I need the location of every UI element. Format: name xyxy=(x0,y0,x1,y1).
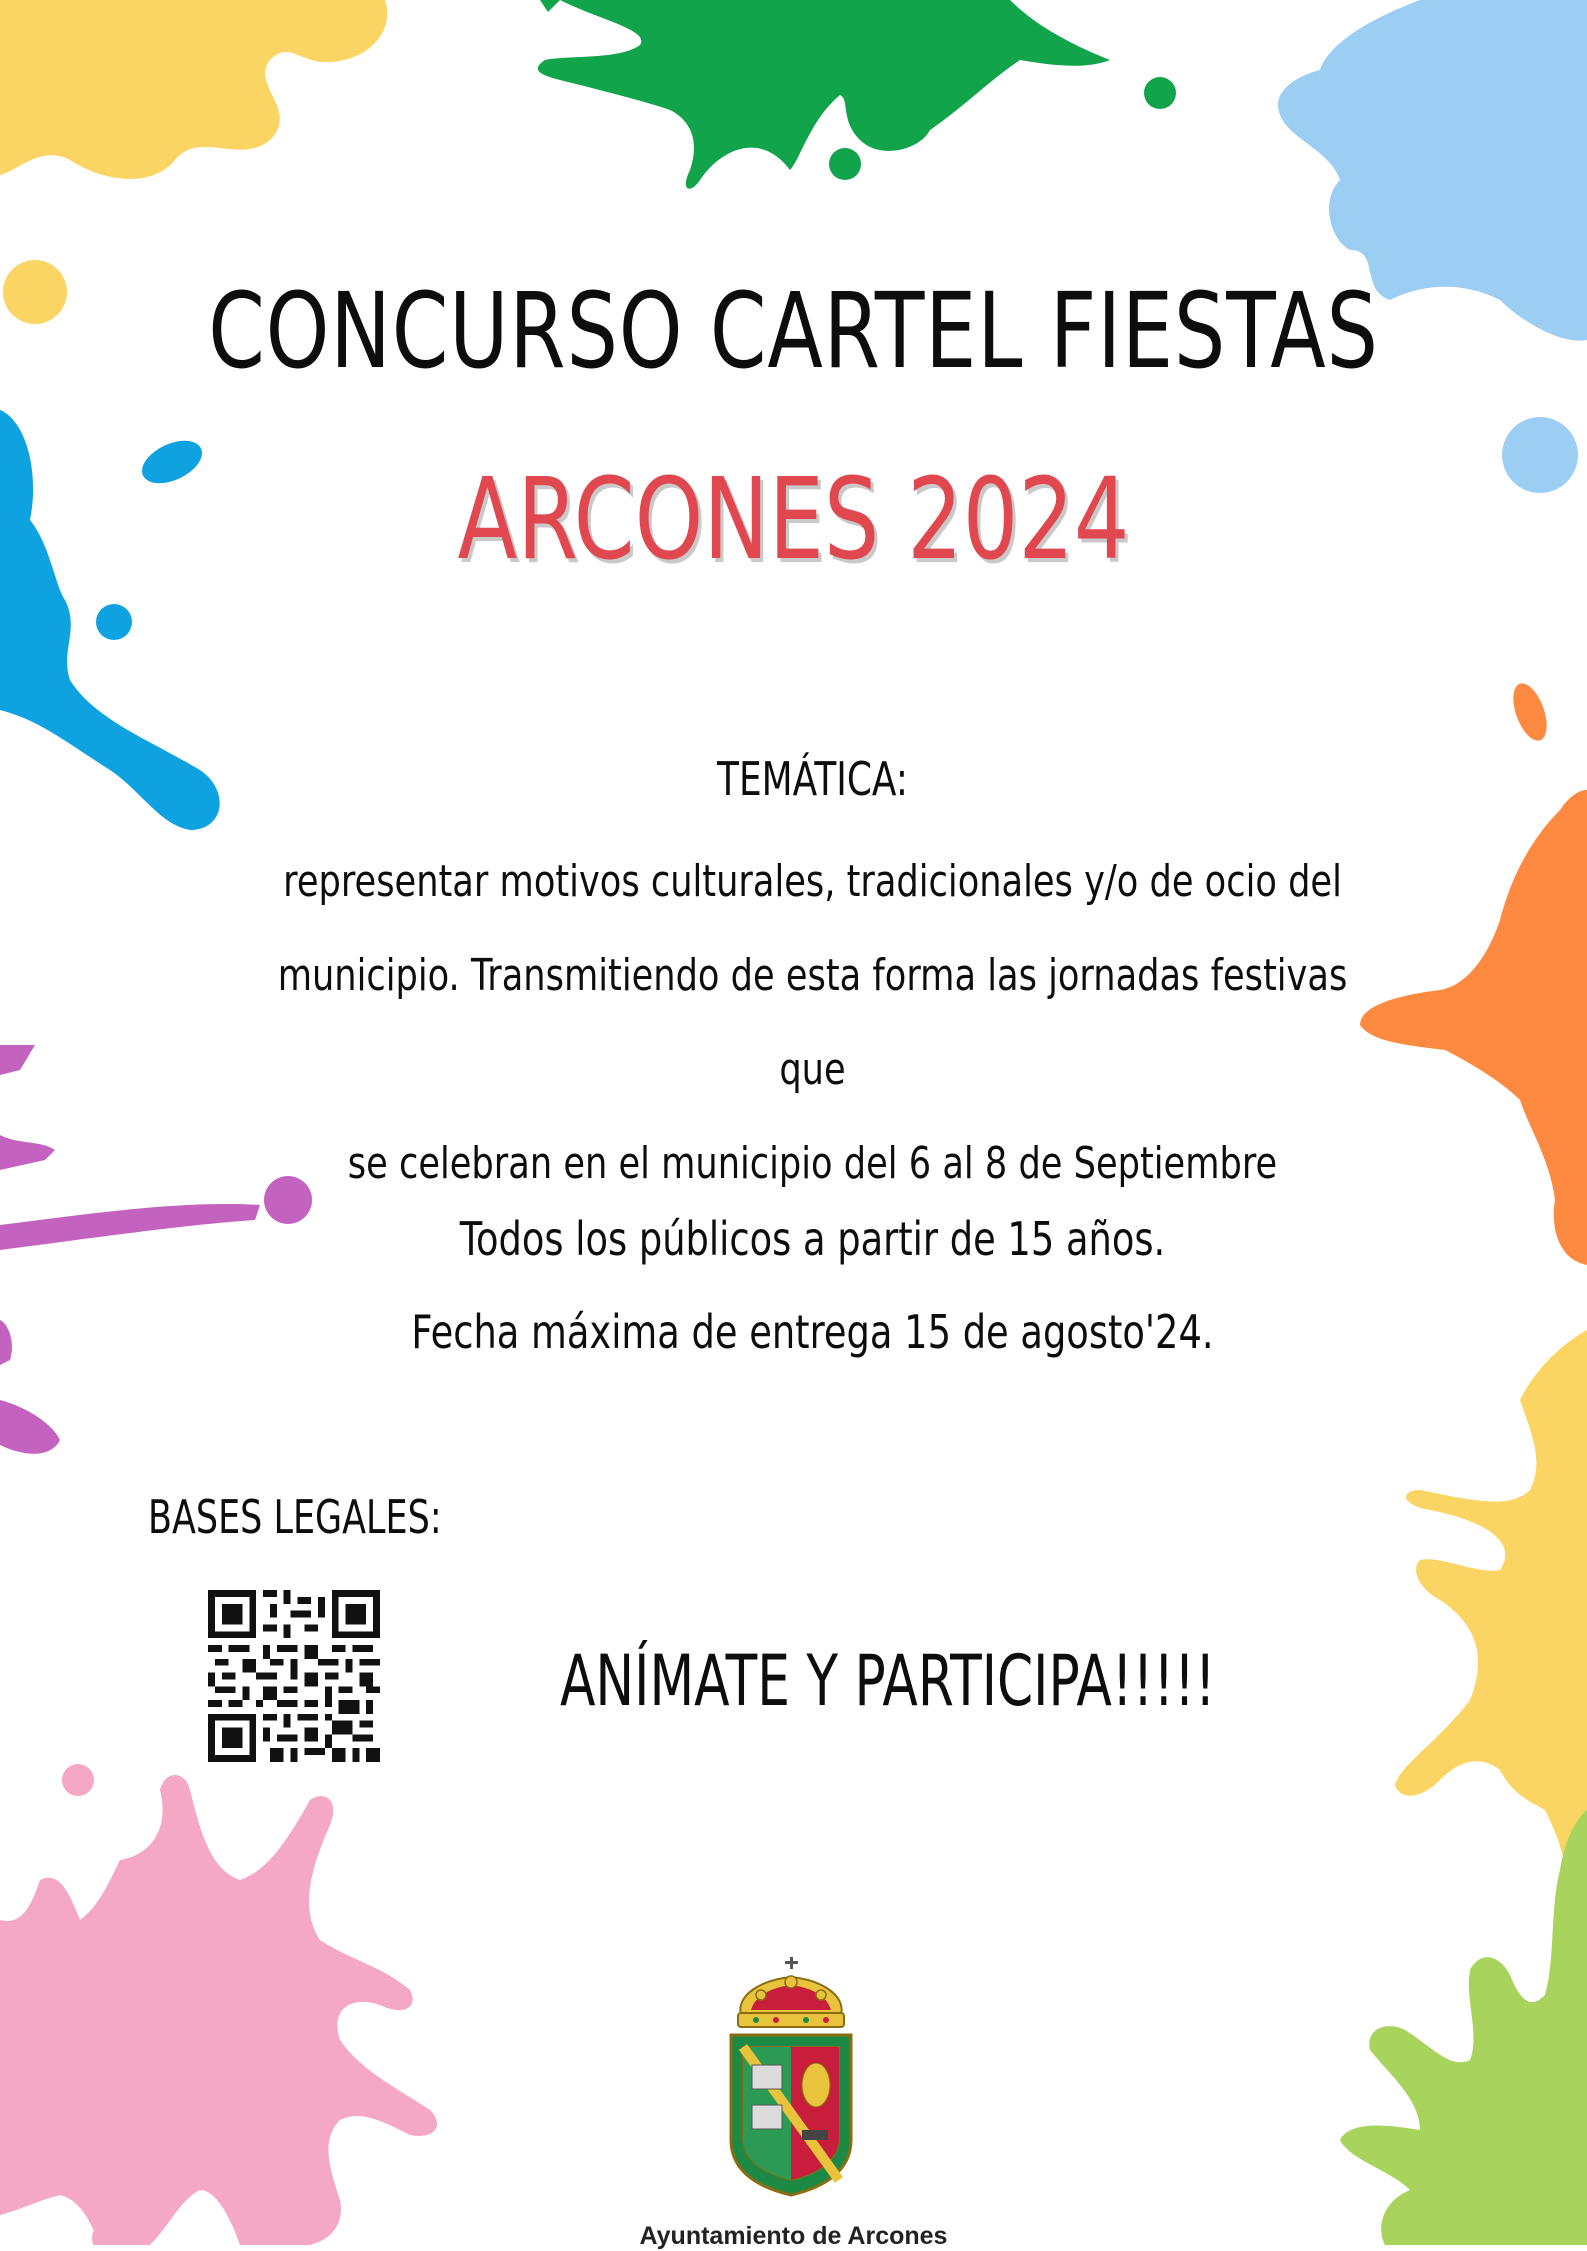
splash-lightblue-right-icon xyxy=(1278,0,1587,493)
title-line-1: CONCURSO CARTEL FIESTAS xyxy=(208,270,1379,392)
splash-green-top-icon xyxy=(538,0,1176,189)
coat-of-arms-icon xyxy=(716,1955,866,2200)
tematica-line: municipio. Transmitiendo de esta forma las jornadas festivas que xyxy=(277,950,1348,1095)
splash-pink-bottom-left-icon xyxy=(0,1764,437,2245)
tematica-line: representar motivos culturales, tradicionales y/o de ocio del xyxy=(283,856,1342,907)
splash-lime-bottom-right-icon xyxy=(1340,1810,1587,2245)
tematica-description xyxy=(243,835,1383,1211)
title-line-2: ARCONES 2024 xyxy=(457,455,1130,585)
audience-text: Todos los públicos a partir de 15 años. xyxy=(459,1212,1166,1266)
footer-organization: Ayuntamiento de Arcones xyxy=(639,2222,948,2250)
legal-bases-label: BASES LEGALES: xyxy=(148,1490,442,1544)
tematica-label: TEMÁTICA: xyxy=(717,752,908,806)
call-to-action: ANÍMATE Y PARTICIPA!!!!! xyxy=(560,1640,1216,1722)
tematica-line: se celebran en el municipio del 6 al 8 de Septiembre xyxy=(347,1138,1278,1189)
qr-code-icon[interactable] xyxy=(208,1590,380,1762)
deadline-text: Fecha máxima de entrega 15 de agosto'24. xyxy=(411,1305,1214,1359)
